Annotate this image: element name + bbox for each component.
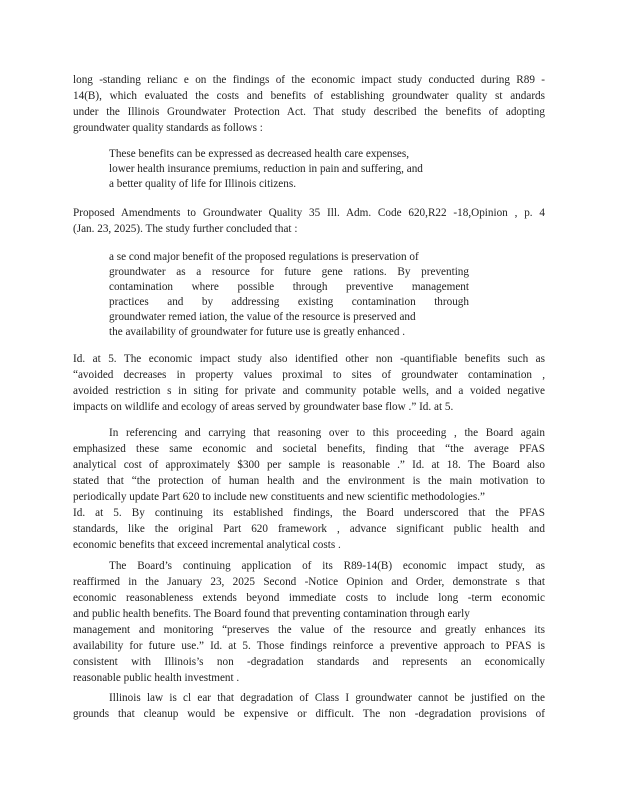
text-line: periodically update Part 620 to include new constituents and new scientific methodologies.”	[73, 491, 485, 503]
paragraph-5	[73, 558, 545, 686]
text-line: 14(B), which evaluated the costs and benefits of establishing groundwater quality st andards	[73, 90, 545, 102]
text-line: (Jan. 23, 2025). The study further concluded that :	[73, 223, 298, 235]
text-line: grounds that cleanup would be expensive or difficult. The non -degradation provisions of	[73, 708, 545, 720]
text-line: avoided restriction s in siting for private and community potable wells, and a voided negative	[73, 385, 545, 397]
text-line: groundwater quality standards as follows :	[73, 122, 263, 134]
text-line: standards, like the original Part 620 framework , advance significant public health and	[73, 523, 545, 535]
text-line: emphasized these same economic and societal benefits, finding that “the average PFAS	[73, 443, 545, 455]
text-line: economic benefits that exceed incremental analytical costs .	[73, 539, 341, 551]
text-line: Id. at 5. By continuing its established findings, the Board underscored that the PFAS	[73, 507, 545, 519]
text-line: reasonable public health investment .	[73, 672, 240, 684]
text-line: Proposed Amendments to Groundwater Quality 35 Ill. Adm. Code 620,R22 -18,Opinion , p. 4	[73, 207, 545, 219]
text-line: impacts on wildlife and ecology of areas served by groundwater base flow .” Id. at 5.	[73, 401, 454, 413]
quote-line: groundwater remed iation, the value of the resource is preserved and	[109, 311, 416, 323]
quote-line: groundwater as a resource for future gene rations. By preventing	[109, 266, 469, 278]
paragraph-4	[73, 425, 545, 553]
text-line: reaffirmed in the January 23, 2025 Second -Notice Opinion and Order, demonstrate s that	[73, 576, 545, 588]
quote-line: the availability of groundwater for future use is greatly enhanced .	[109, 326, 406, 338]
text-line: long -standing relianc e on the findings of the economic impact study conducted during R89 -	[73, 74, 545, 86]
text-line: management and monitoring “preserves the value of the resource and greatly enhances its	[73, 624, 545, 636]
text-line: economic reasonableness extends beyond immediate costs to include long -term economic	[73, 592, 545, 604]
quote-line: contamination where possible through preventive management	[109, 281, 469, 293]
citation-paragraph	[73, 205, 545, 237]
text-line: under the Illinois Groundwater Protection Act. That study described the benefits of adopting	[73, 106, 545, 118]
block-quote-2	[109, 250, 469, 340]
text-line: Illinois law is cl ear that degradation of Class I groundwater cannot be justified on the	[109, 692, 545, 704]
text-line: and public health benefits. The Board found that preventing contamination through early	[73, 608, 470, 620]
text-line: Id. at 5. The economic impact study also identified other non -quantifiable benefits such as	[73, 353, 545, 365]
text-line: consistent with Illinois’s non -degradation standards and represents an economically	[73, 656, 545, 668]
block-quote-1	[109, 147, 469, 192]
quote-line: lower health insurance premiums, reduction in pain and suffering, and	[109, 163, 423, 175]
paragraph-1	[73, 72, 545, 136]
text-line: stated that “the protection of human health and the environment is the main motivation to	[73, 475, 545, 487]
text-line: In referencing and carrying that reasoning over to this proceeding , the Board again	[109, 427, 545, 439]
paragraph-3	[73, 351, 545, 415]
text-line: “avoided decreases in property values proximal to sites of groundwater contamination ,	[73, 369, 545, 381]
quote-line: These benefits can be expressed as decreased health care expenses,	[109, 148, 410, 160]
paragraph-6	[73, 690, 545, 722]
quote-line: practices and by addressing existing contamination through	[109, 296, 469, 308]
text-line: The Board’s continuing application of its R89-14(B) economic impact study, as	[109, 560, 545, 572]
text-line: analytical cost of approximately $300 per sample is reasonable .” Id. at 18. The Board also	[73, 459, 545, 471]
text-line: availability for future use.” Id. at 5. Those findings reinforce a preventive approach to PFAS is	[73, 640, 545, 652]
quote-line: a better quality of life for Illinois citizens.	[109, 178, 297, 190]
quote-line: a se cond major benefit of the proposed regulations is preservation of	[109, 251, 419, 263]
